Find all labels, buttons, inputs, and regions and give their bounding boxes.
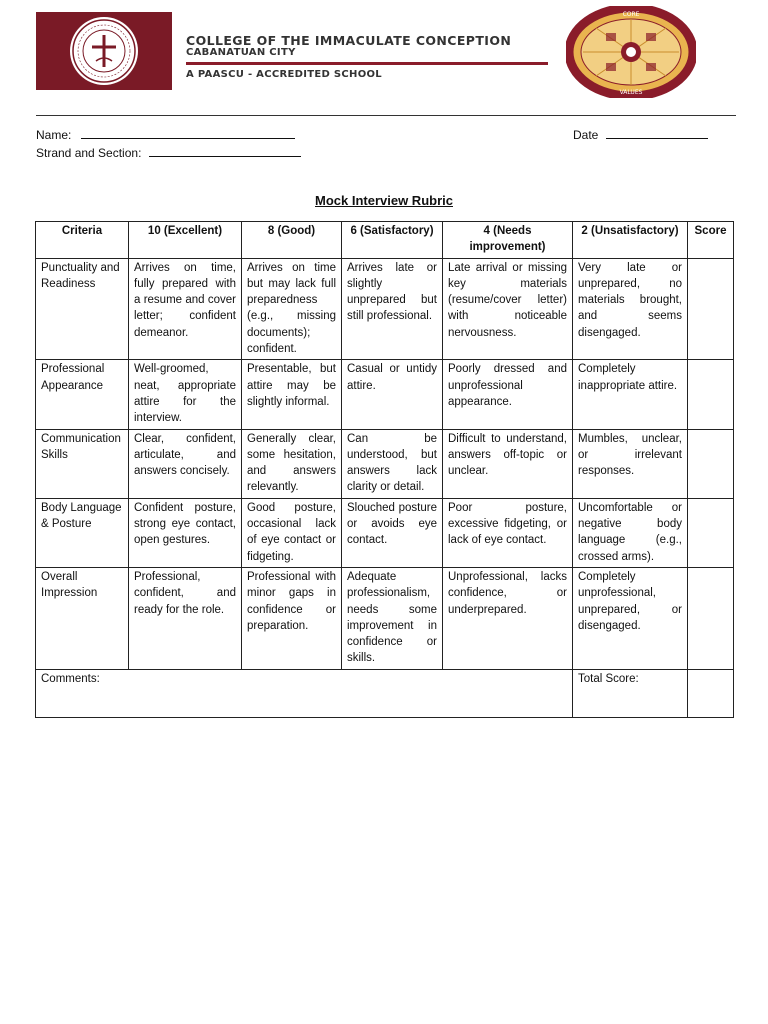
- table-row: [36, 498, 734, 567]
- total-score-label: Total Score:: [573, 669, 688, 717]
- rubric-cell: Unprofessional, lacks confidence, or underprepared.: [443, 567, 573, 669]
- rubric-cell: Poorly dressed and unprofessional appearance.: [443, 360, 573, 429]
- name-label: Name:: [36, 128, 72, 142]
- table-row: [36, 429, 734, 498]
- criteria-cell: Body Language & Posture: [36, 498, 129, 567]
- rubric-cell: Professional, confident, and ready for the role.: [129, 567, 242, 669]
- rubric-cell: Difficult to understand, answers off-topic or unclear.: [443, 429, 573, 498]
- header-rule: [36, 115, 736, 116]
- rubric-cell: Well-groomed, neat, appropriate attire for the interview.: [129, 360, 242, 429]
- rubric-table: [35, 221, 734, 718]
- score-cell[interactable]: [688, 567, 734, 669]
- letterhead: [36, 11, 736, 96]
- name-input-line[interactable]: [81, 127, 295, 139]
- comments-cell[interactable]: Comments:: [36, 669, 573, 717]
- header-criteria: Criteria: [36, 222, 129, 259]
- rubric-cell: Can be understood, but answers lack clarity or detail.: [342, 429, 443, 498]
- header-needs-improvement: 4 (Needs improvement): [443, 222, 573, 259]
- core-top-label: CORE: [622, 11, 640, 18]
- rubric-cell: Arrives on time, fully prepared with a resume and cover letter; confident demeanor.: [129, 258, 242, 360]
- table-row: [36, 567, 734, 669]
- header-good: 8 (Good): [242, 222, 342, 259]
- criteria-cell: Professional Appearance: [36, 360, 129, 429]
- score-cell[interactable]: [688, 429, 734, 498]
- rubric-cell: Poor posture, excessive fidgeting, or lack of eye contact.: [443, 498, 573, 567]
- rubric-cell: Arrives on time but may lack full preparedness (e.g., missing documents); confident.: [242, 258, 342, 360]
- rubric-cell: Generally clear, some hesitation, and answers relevantly.: [242, 429, 342, 498]
- header-score: Score: [688, 222, 734, 259]
- rubric-cell: Slouched posture or avoids eye contact.: [342, 498, 443, 567]
- rubric-cell: Completely unprofessional, unprepared, or disengaged.: [573, 567, 688, 669]
- school-logo: [36, 12, 172, 90]
- rubric-cell: Clear, confident, articulate, and answers concisely.: [129, 429, 242, 498]
- rubric-cell: Adequate professionalism, needs some improvement in confidence or skills.: [342, 567, 443, 669]
- header-unsatisfactory: 2 (Unsatisfactory): [573, 222, 688, 259]
- header-excellent: 10 (Excellent): [129, 222, 242, 259]
- core-values-icon: [566, 6, 696, 98]
- page-title: Mock Interview Rubric: [315, 193, 453, 208]
- date-label: Date: [573, 128, 599, 142]
- score-cell[interactable]: [688, 360, 734, 429]
- accent-divider: [186, 62, 548, 65]
- rubric-cell: Good posture, occasional lack of eye contact or fidgeting.: [242, 498, 342, 567]
- strand-input-line[interactable]: [149, 145, 301, 157]
- rubric-cell: Presentable, but attire may be slightly informal.: [242, 360, 342, 429]
- table-header-row: [36, 222, 734, 259]
- rubric-cell: Confident posture, strong eye contact, open gestures.: [129, 498, 242, 567]
- rubric-cell: Casual or untidy attire.: [342, 360, 443, 429]
- school-seal-icon: [54, 15, 154, 87]
- criteria-cell: Punctuality and Readiness: [36, 258, 129, 360]
- table-row: [36, 360, 734, 429]
- school-name: COLLEGE OF THE IMMACULATE CONCEPTION: [186, 33, 512, 48]
- rubric-cell: Late arrival or missing key materials (resume/cover letter) with noticeable nervousness.: [443, 258, 573, 360]
- criteria-cell: Communication Skills: [36, 429, 129, 498]
- core-bottom-label: VALUES: [619, 89, 643, 96]
- rubric-cell: Arrives late or slightly unprepared but still professional.: [342, 258, 443, 360]
- rubric-cell: Completely inappropriate attire.: [573, 360, 688, 429]
- school-text: [186, 34, 576, 80]
- strand-field: [36, 145, 301, 160]
- strand-label: Strand and Section:: [36, 146, 142, 160]
- school-city: CABANATUAN CITY: [186, 47, 296, 58]
- rubric-cell: Very late or unprepared, no materials brought, and seems disengaged.: [573, 258, 688, 360]
- criteria-cell: Overall Impression: [36, 567, 129, 669]
- accreditation-tagline: A PAASCU - ACCREDITED SCHOOL: [186, 69, 382, 80]
- name-field: [36, 127, 295, 142]
- total-score-cell[interactable]: [688, 669, 734, 717]
- date-input-line[interactable]: [606, 127, 708, 139]
- score-cell[interactable]: [688, 258, 734, 360]
- rubric-cell: Mumbles, unclear, or irrelevant responses.: [573, 429, 688, 498]
- date-field: [573, 127, 708, 142]
- rubric-cell: Professional with minor gaps in confidence or preparation.: [242, 567, 342, 669]
- score-cell[interactable]: [688, 498, 734, 567]
- core-values-emblem: [566, 6, 696, 98]
- rubric-cell: Uncomfortable or negative body language (e.g., crossed arms).: [573, 498, 688, 567]
- table-row: [36, 258, 734, 360]
- header-satisfactory: 6 (Satisfactory): [342, 222, 443, 259]
- comments-row: [36, 669, 734, 717]
